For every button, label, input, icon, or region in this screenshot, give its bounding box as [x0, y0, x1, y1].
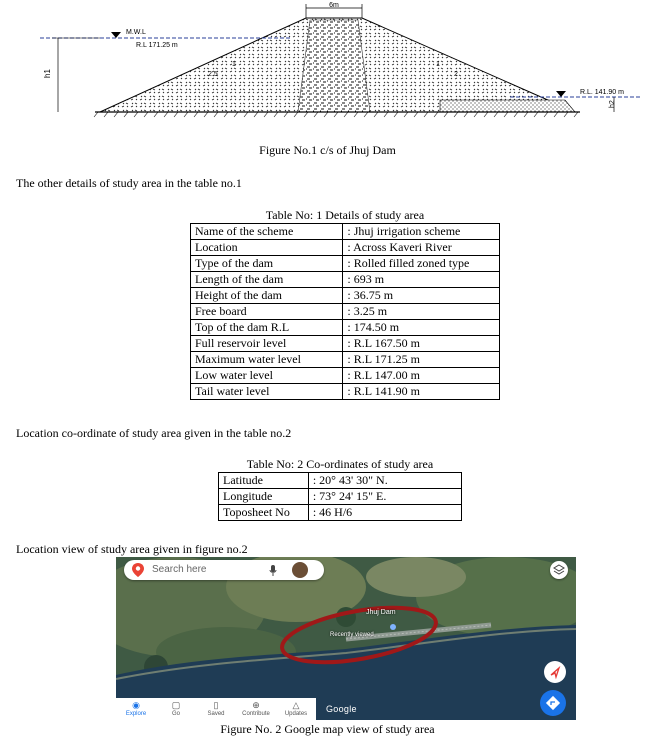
row-label: Full reservoir level	[191, 336, 343, 352]
h2-label: h2	[609, 100, 616, 108]
map-terrain	[116, 557, 576, 720]
bookmark-icon: ▯	[213, 700, 219, 710]
layers-button[interactable]	[550, 561, 568, 579]
row-label: Height of the dam	[191, 288, 343, 304]
paragraph-coordinates: Location co-ordinate of study area given in the table no.2	[16, 426, 292, 440]
nav-contribute[interactable]	[236, 698, 276, 717]
avatar[interactable]	[292, 562, 308, 578]
nav-explore[interactable]	[116, 698, 156, 717]
row-value: : Across Kaveri River	[343, 240, 500, 256]
layers-icon	[550, 561, 568, 579]
row-label: Length of the dam	[191, 272, 343, 288]
top-width-label: 6m	[329, 2, 339, 9]
row-value: : 20° 43' 30" N.	[308, 473, 461, 489]
row-value: : R.L 141.90 m	[343, 384, 500, 400]
downstream-slope-vertical: 1	[436, 61, 440, 68]
table-row	[191, 320, 500, 336]
nav-updates-label: Updates	[284, 711, 308, 717]
figure1-caption: Figure No.1 c/s of Jhuj Dam	[259, 143, 396, 157]
directions-icon	[540, 690, 566, 716]
row-value: : 36.75 m	[343, 288, 500, 304]
coordinates-table	[218, 472, 462, 521]
row-label: Latitude	[219, 473, 309, 489]
place-sublabel: Recently viewed	[330, 632, 374, 638]
row-value: : 46 H/6	[308, 505, 461, 521]
row-label: Tail water level	[191, 384, 343, 400]
row-value: : 73° 24' 15" E.	[308, 489, 461, 505]
nav-updates[interactable]	[276, 698, 316, 717]
table1-title: Table No: 1 Details of study area	[265, 208, 425, 222]
go-icon: ▢	[171, 700, 181, 710]
nav-contribute-label: Contribute	[242, 711, 270, 717]
table-row	[191, 384, 500, 400]
paragraph-details: The other details of study area in the table no.1	[16, 176, 242, 190]
table-row	[219, 473, 462, 489]
nav-saved[interactable]	[196, 698, 236, 717]
row-value: : 693 m	[343, 272, 500, 288]
table2-title: Table No: 2 Co-ordinates of study area	[246, 457, 434, 471]
table-row	[219, 489, 462, 505]
table-row	[191, 272, 500, 288]
map-view[interactable]	[116, 557, 576, 720]
table-row	[191, 224, 500, 240]
table-row	[191, 256, 500, 272]
row-value: : R.L 171.25 m	[343, 352, 500, 368]
row-value: : R.L 147.00 m	[343, 368, 500, 384]
row-label: Toposheet No	[219, 505, 309, 521]
rl-tail-label: R.L. 141.90 m	[580, 89, 624, 96]
row-label: Longitude	[219, 489, 309, 505]
row-label: Name of the scheme	[191, 224, 343, 240]
upstream-slope-label: 2.5	[208, 71, 218, 78]
nav-saved-label: Saved	[207, 711, 225, 717]
table-row	[191, 240, 500, 256]
paragraph-location: Location view of study area given in figure no.2	[16, 542, 248, 556]
google-maps-pin-icon	[132, 563, 144, 575]
nav-go-label: Go	[171, 711, 180, 717]
row-label: Top of the dam R.L	[191, 320, 343, 336]
row-value: : Rolled filled zoned type	[343, 256, 500, 272]
navigate-button[interactable]	[544, 661, 566, 683]
row-value: : R.L 167.50 m	[343, 336, 500, 352]
upstream-slope-vertical: 1	[232, 61, 236, 68]
row-label: Type of the dam	[191, 256, 343, 272]
downstream-slope-label: 2	[454, 71, 458, 78]
details-table	[190, 223, 500, 400]
table-row	[191, 304, 500, 320]
nav-explore-label: Explore	[125, 711, 147, 717]
figure2-caption: Figure No. 2 Google map view of study area	[220, 722, 435, 736]
add-circle-icon: ⊕	[252, 700, 260, 710]
mic-icon[interactable]	[269, 564, 277, 582]
directions-button[interactable]	[540, 690, 566, 716]
explore-icon: ◉	[132, 700, 140, 710]
table-row	[219, 505, 462, 521]
google-logo: Google	[326, 704, 357, 714]
dam-cross-section	[40, 0, 650, 120]
row-label: Maximum water level	[191, 352, 343, 368]
row-label: Free board	[191, 304, 343, 320]
search-input[interactable]: Search here	[152, 564, 207, 575]
bottom-nav	[116, 698, 316, 720]
navigate-icon	[544, 661, 566, 683]
row-value: : 174.50 m	[343, 320, 500, 336]
mwl-label: M.W.L	[126, 29, 146, 36]
place-label[interactable]: Jhuj Dam	[366, 609, 396, 616]
row-label: Location	[191, 240, 343, 256]
table-row	[191, 288, 500, 304]
table-row	[191, 368, 500, 384]
nav-go[interactable]	[156, 698, 196, 717]
row-label: Low water level	[191, 368, 343, 384]
bell-icon: △	[292, 700, 300, 710]
table-row	[191, 336, 500, 352]
search-bar[interactable]	[124, 560, 324, 580]
row-value: : Jhuj irrigation scheme	[343, 224, 500, 240]
rl-upstream-label: R.L 171.25 m	[136, 42, 178, 49]
table-row	[191, 352, 500, 368]
h1-label: h1	[43, 69, 52, 78]
row-value: : 3.25 m	[343, 304, 500, 320]
